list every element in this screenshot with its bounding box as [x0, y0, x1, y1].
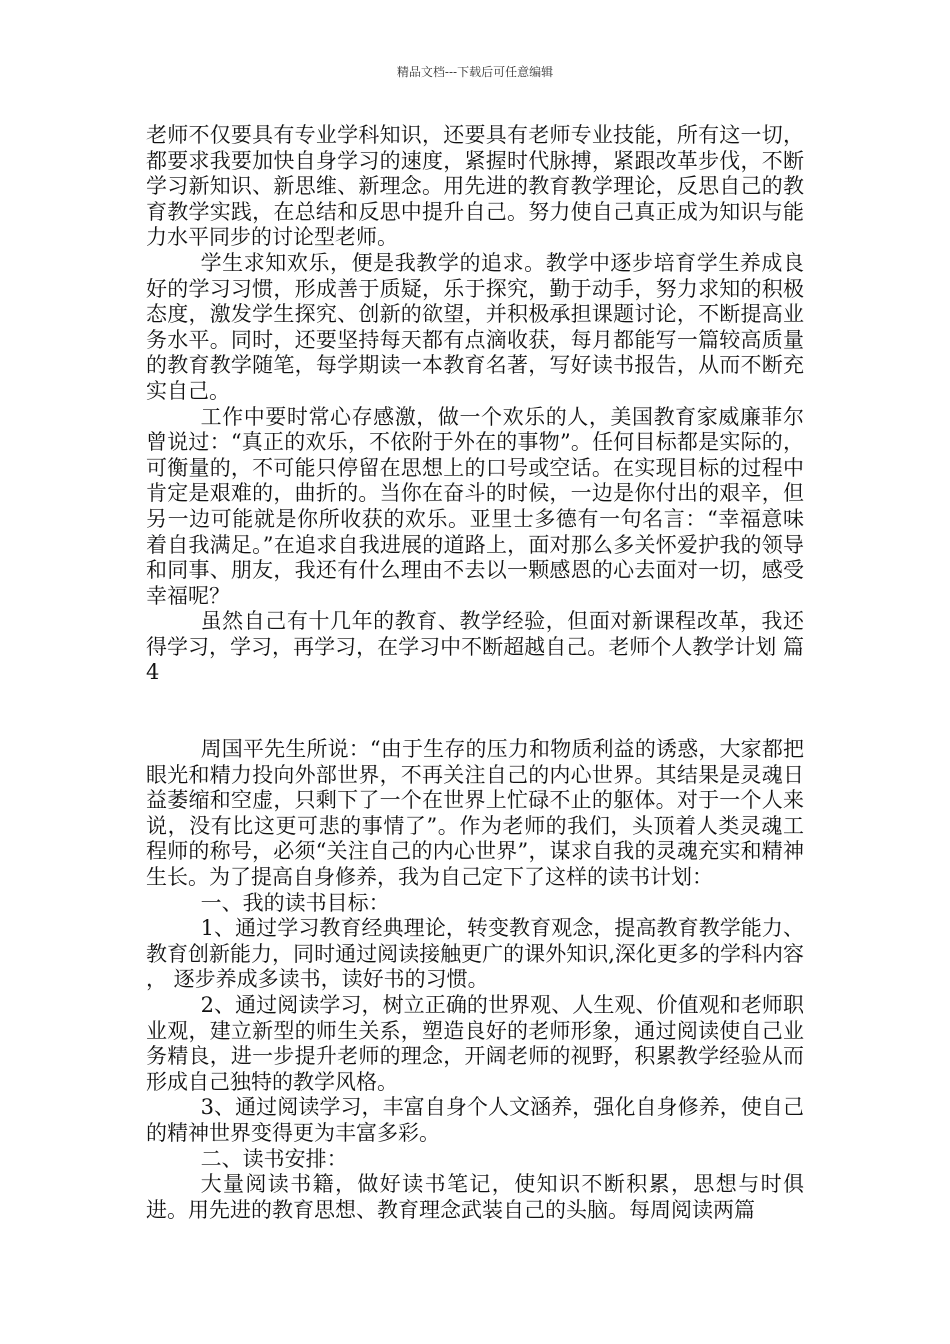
document-body	[146, 123, 804, 1223]
section-gap	[146, 686, 804, 737]
paragraph: 学生求知欢乐，便是我教学的追求。教学中逐步培育学生养成良好的学习习惯，形成善于质疑，乐于探究，勤于动手，努力求知的积极态度，激发学生探究、创新的欲望，并积极承担课题讨论，不断提高业务水平。同时，还要坚持每天都有点滴收获，每月都能写一篇较高质量的教育教学随笔，每学期读一本教育名著，写好读书报告，从而不断充实自己。	[146, 250, 804, 403]
paragraph: 虽然自己有十几年的教育、教学经验，但面对新课程改革，我还得学习，学习，再学习，在学习中不断超越自己。老师个人教学计划 篇4	[146, 609, 804, 685]
paragraph: 大量阅读书籍，做好读书笔记，使知识不断积累，思想与时俱进。用先进的教育思想、教育理念武装自己的头脑。每周阅读两篇	[146, 1172, 804, 1222]
paragraph: 周国平先生所说：“由于生存的压力和物质利益的诱惑，大家都把眼光和精力投向外部世界，不再关注自己的内心世界。其结果是灵魂日益萎缩和空虚，只剩下了一个在世界上忙碌不止的躯体。对于一个人来说，没有比这更可悲的事情了”。作为老师的我们，头顶着人类灵魂工程师的称号，必须“关注自己的内心世界”，谋求自我的灵魂充实和精神生长。为了提高自身修养，我为自己定下了这样的读书计划：	[146, 737, 804, 890]
section-heading: 二、读书安排：	[200, 1146, 348, 1171]
list-item: 1、通过学习教育经典理论，转变教育观念，提高教育教学能力、教育创新能力，同时通过阅读接触更广的课外知识,深化更多的学科内容 ， 逐步养成多读书，读好书的习惯。	[146, 916, 804, 992]
section-heading: 一、我的读书目标：	[200, 890, 390, 915]
paragraph: 老师不仅要具有专业学科知识，还要具有老师专业技能，所有这一切，都要求我要加快自身学习的速度，紧握时代脉搏，紧跟改革步伐，不断学习新知识、新思维、新理念。用先进的教育教学理论，反思自己的教育教学实践，在总结和反思中提升自己。努力使自己真正成为知识与能力水平同步的讨论型老师。	[146, 123, 804, 250]
list-item: 3、通过阅读学习，丰富自身个人文涵养，强化自身修养，使自己的精神世界变得更为丰富多彩。	[146, 1095, 804, 1145]
list-item: 2、通过阅读学习，树立正确的世界观、人生观、价值观和老师职业观，建立新型的师生关系，塑造良好的老师形象，通过阅读使自己业务精良，进一步提升老师的理念，开阔老师的视野，积累教学经验从而形成自己独特的教学风格。	[146, 993, 804, 1094]
page-header: 精品文档---下载后可任意编辑	[396, 65, 554, 79]
paragraph: 工作中要时常心存感激，做一个欢乐的人，美国教育家威廉菲尔曾说过：“真正的欢乐，不依附于外在的事物”。任何目标都是实际的，可衡量的，不可能只停留在思想上的口号或空话。在实现目标的过程中肯定是艰难的，曲折的。当你在奋斗的时候，一边是你付出的艰辛，但另一边可能就是你所收获的欢乐。亚里士多德有一句名言：“幸福意味着自我满足。”在追求自我进展的道路上，面对那么多关怀爱护我的领导和同事、朋友，我还有什么理由不去以一颗感恩的心去面对一切，感受幸福呢？	[146, 404, 804, 608]
